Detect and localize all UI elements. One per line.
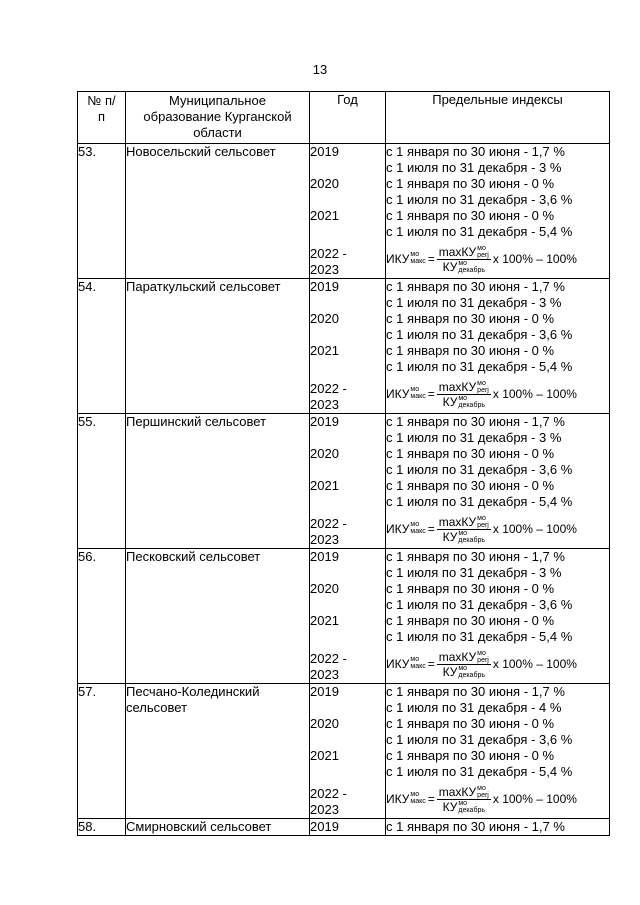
formula-lhs-sub: макс	[410, 798, 426, 805]
formula-num-scripts	[477, 785, 489, 799]
formula-lhs-text: ИКУ	[386, 792, 410, 806]
year-spacer	[310, 732, 385, 748]
formula-lhs-sub: макс	[410, 663, 426, 670]
index-line: с 1 июля по 31 декабря - 3,6 %	[386, 327, 573, 342]
formula-num-scripts	[477, 515, 489, 529]
index-line: с 1 января по 30 июня - 1,7 %	[386, 279, 565, 294]
year-label: 2021	[310, 478, 339, 493]
index-line: с 1 января по 30 июня - 1,7 %	[386, 414, 565, 429]
index-line: с 1 июля по 31 декабря - 3,6 %	[386, 597, 573, 612]
year-spacer	[310, 700, 385, 716]
year-label: 2021	[310, 613, 339, 628]
formula-denominator	[443, 530, 485, 544]
year-label: 2022 -	[310, 786, 347, 801]
index-line: с 1 января по 30 июня - 0 %	[386, 478, 555, 493]
formula-num-scripts	[477, 245, 489, 259]
formula-lhs-scripts	[410, 521, 425, 535]
formula-den-sup: мо	[458, 259, 468, 267]
year-label: 2023	[310, 262, 339, 277]
formula-denominator	[443, 665, 485, 679]
row-number: 56.	[78, 549, 126, 684]
year-label: 2019	[310, 819, 339, 834]
index-line: с 1 июля по 31 декабря - 3,6 %	[386, 192, 573, 207]
row-years	[310, 549, 386, 684]
formula-num-sup: мо	[477, 514, 486, 522]
index-line: с 1 июля по 31 декабря - 4 %	[386, 700, 562, 715]
formula	[386, 510, 609, 548]
row-municipality: Параткульский сельсовет	[126, 279, 310, 414]
index-line: с 1 января по 30 июня - 0 %	[386, 716, 555, 731]
table-row	[78, 279, 610, 414]
formula-equals: =	[427, 387, 435, 401]
year-spacer	[310, 224, 385, 240]
year-spacer	[310, 295, 385, 311]
formula-den-sub: декабрь	[458, 266, 485, 274]
formula-den-text: КУ	[442, 799, 458, 814]
year-label: 2020	[310, 581, 339, 596]
formula-rest: x 100% – 100%	[492, 657, 577, 671]
formula-lhs-text: ИКУ	[386, 252, 410, 266]
formula-den-scripts	[458, 665, 485, 679]
index-line: с 1 января по 30 июня - 0 %	[386, 343, 555, 358]
formula-lhs	[386, 791, 426, 807]
formula-lhs	[386, 656, 426, 672]
formula-lhs-scripts	[410, 251, 425, 265]
year-label: 2020	[310, 311, 339, 326]
row-number: 57.	[78, 684, 126, 819]
formula-fraction	[437, 245, 491, 274]
formula-rest: x 100% – 100%	[492, 252, 577, 266]
formula-numerator	[437, 650, 491, 665]
year-label: 2022 -	[310, 381, 347, 396]
formula-lhs-sup: мо	[410, 656, 420, 663]
formula-num-sup: мо	[477, 784, 486, 792]
index-line: с 1 июля по 31 декабря - 3,6 %	[386, 732, 573, 747]
formula-num-sub: perj	[477, 521, 489, 529]
formula-equals: =	[427, 657, 435, 671]
row-indices	[386, 549, 610, 684]
row-years	[310, 279, 386, 414]
index-line: с 1 января по 30 июня - 0 %	[386, 446, 555, 461]
index-line: с 1 июля по 31 декабря - 3,6 %	[386, 462, 573, 477]
index-line: с 1 января по 30 июня - 1,7 %	[386, 549, 565, 564]
formula-fraction	[437, 785, 491, 814]
year-label: 2019	[310, 414, 339, 429]
formula-num-text: maxКУ	[438, 784, 477, 799]
formula	[386, 780, 609, 818]
index-line: с 1 января по 30 июня - 0 %	[386, 208, 555, 223]
year-spacer	[310, 462, 385, 478]
formula-den-text: КУ	[442, 529, 458, 544]
index-line: с 1 января по 30 июня - 0 %	[386, 311, 555, 326]
row-years	[310, 414, 386, 549]
year-spacer	[310, 192, 385, 208]
row-indices	[386, 819, 610, 836]
formula-den-text: КУ	[442, 259, 458, 274]
row-municipality: Песчано-Колединский сельсовет	[126, 684, 310, 819]
formula-num-sub: perj	[477, 656, 489, 664]
year-spacer	[310, 597, 385, 613]
formula-equals: =	[427, 792, 435, 806]
formula-lhs-sub: макс	[410, 258, 426, 265]
table-row	[78, 144, 610, 279]
index-line: с 1 июля по 31 декабря - 5,4 %	[386, 764, 573, 779]
index-line: с 1 января по 30 июня - 1,7 %	[386, 144, 565, 159]
formula-lhs-sub: макс	[410, 528, 426, 535]
year-label: 2021	[310, 748, 339, 763]
row-number: 53.	[78, 144, 126, 279]
formula-lhs-scripts	[410, 791, 425, 805]
index-line: с 1 июля по 31 декабря - 3 %	[386, 160, 562, 175]
index-line: с 1 июля по 31 декабря - 3 %	[386, 430, 562, 445]
year-label: 2020	[310, 716, 339, 731]
formula-den-scripts	[458, 530, 485, 544]
formula-numerator	[437, 785, 491, 800]
year-label: 2023	[310, 802, 339, 817]
formula-lhs-sup: мо	[410, 791, 420, 798]
formula-den-text: КУ	[442, 394, 458, 409]
year-spacer	[310, 565, 385, 581]
formula-denominator	[443, 260, 485, 274]
row-municipality: Смирновский сельсовет	[126, 819, 310, 836]
index-line: с 1 июля по 31 декабря - 5,4 %	[386, 629, 573, 644]
row-municipality: Першинский сельсовет	[126, 414, 310, 549]
formula-num-text: maxКУ	[438, 514, 477, 529]
indices-table	[77, 91, 610, 836]
formula-den-scripts	[458, 260, 485, 274]
row-indices	[386, 414, 610, 549]
formula-den-sub: декабрь	[458, 806, 485, 814]
formula-rest: x 100% – 100%	[492, 522, 577, 536]
year-label: 2021	[310, 208, 339, 223]
index-line: с 1 января по 30 июня - 0 %	[386, 176, 555, 191]
year-spacer	[310, 494, 385, 510]
formula-lhs	[386, 251, 426, 267]
formula-fraction	[437, 650, 491, 679]
header-municipality: Муниципальное образование Курганской области	[126, 92, 310, 144]
page-number: 13	[312, 62, 328, 77]
formula-num-sup: мо	[477, 649, 486, 657]
formula-lhs-sup: мо	[410, 386, 420, 393]
formula-numerator	[437, 515, 491, 530]
formula-equals: =	[427, 522, 435, 536]
formula-num-sup: мо	[477, 379, 486, 387]
row-number: 58.	[78, 819, 126, 836]
index-line: с 1 июля по 31 декабря - 5,4 %	[386, 359, 573, 374]
formula-den-sup: мо	[458, 529, 468, 537]
formula-den-scripts	[458, 395, 485, 409]
formula-lhs-sup: мо	[410, 521, 420, 528]
index-line: с 1 января по 30 июня - 0 %	[386, 581, 555, 596]
row-years	[310, 819, 386, 836]
formula-numerator	[437, 245, 491, 260]
formula-lhs-sub: макс	[410, 393, 426, 400]
index-line: с 1 июля по 31 декабря - 5,4 %	[386, 494, 573, 509]
header-year: Год	[310, 92, 386, 144]
formula-lhs	[386, 386, 426, 402]
header-indices: Предельные индексы	[386, 92, 610, 144]
year-label: 2019	[310, 279, 339, 294]
year-label: 2023	[310, 397, 339, 412]
year-spacer	[310, 359, 385, 375]
formula-num-scripts	[477, 380, 489, 394]
index-line: с 1 июля по 31 декабря - 3 %	[386, 565, 562, 580]
row-indices	[386, 684, 610, 819]
year-spacer	[310, 430, 385, 446]
row-number: 55.	[78, 414, 126, 549]
formula-num-sub: perj	[477, 791, 489, 799]
row-years	[310, 684, 386, 819]
formula	[386, 375, 609, 413]
year-label: 2022 -	[310, 651, 347, 666]
year-spacer	[310, 629, 385, 645]
formula-lhs-text: ИКУ	[386, 657, 410, 671]
year-label: 2023	[310, 532, 339, 547]
year-label: 2019	[310, 684, 339, 699]
year-label: 2021	[310, 343, 339, 358]
year-spacer	[310, 160, 385, 176]
formula-den-sub: декабрь	[458, 536, 485, 544]
row-indices	[386, 144, 610, 279]
formula-denominator	[443, 395, 485, 409]
row-municipality: Песковский сельсовет	[126, 549, 310, 684]
table-row	[78, 819, 610, 836]
index-line: с 1 июля по 31 декабря - 5,4 %	[386, 224, 573, 239]
table-body	[78, 144, 610, 836]
row-municipality: Новосельский сельсовет	[126, 144, 310, 279]
year-label: 2019	[310, 144, 339, 159]
formula-fraction	[437, 515, 491, 544]
formula-den-sup: мо	[458, 664, 468, 672]
formula-lhs-text: ИКУ	[386, 522, 410, 536]
formula-den-scripts	[458, 800, 485, 814]
formula-den-text: КУ	[442, 664, 458, 679]
year-label: 2022 -	[310, 516, 347, 531]
year-label: 2019	[310, 549, 339, 564]
header-num: № п/п	[78, 92, 126, 144]
table-row	[78, 684, 610, 819]
formula-den-sup: мо	[458, 394, 468, 402]
formula-lhs-text: ИКУ	[386, 387, 410, 401]
index-line: с 1 января по 30 июня - 0 %	[386, 748, 555, 763]
formula-rest: x 100% – 100%	[492, 792, 577, 806]
formula-denominator	[443, 800, 485, 814]
formula-num-text: maxКУ	[438, 379, 477, 394]
formula-equals: =	[427, 252, 435, 266]
formula-num-sub: perj	[477, 251, 489, 259]
row-indices	[386, 279, 610, 414]
formula-den-sup: мо	[458, 799, 468, 807]
formula	[386, 645, 609, 683]
formula-fraction	[437, 380, 491, 409]
formula-num-sub: perj	[477, 386, 489, 394]
year-spacer	[310, 764, 385, 780]
year-spacer	[310, 327, 385, 343]
formula-lhs-sup: мо	[410, 251, 420, 258]
row-number: 54.	[78, 279, 126, 414]
formula-num-sup: мо	[477, 244, 486, 252]
formula-numerator	[437, 380, 491, 395]
formula-num-text: maxКУ	[438, 244, 477, 259]
year-label: 2023	[310, 667, 339, 682]
index-line: с 1 января по 30 июня - 0 %	[386, 613, 555, 628]
formula-den-sub: декабрь	[458, 401, 485, 409]
table-header-row	[78, 92, 610, 144]
row-years	[310, 144, 386, 279]
formula-lhs	[386, 521, 426, 537]
formula	[386, 240, 609, 278]
formula-num-scripts	[477, 650, 489, 664]
year-label: 2020	[310, 446, 339, 461]
formula-num-text: maxКУ	[438, 649, 477, 664]
index-line: с 1 июля по 31 декабря - 3 %	[386, 295, 562, 310]
index-line: с 1 января по 30 июня - 1,7 %	[386, 684, 565, 699]
formula-rest: x 100% – 100%	[492, 387, 577, 401]
table-row	[78, 549, 610, 684]
year-label: 2020	[310, 176, 339, 191]
formula-lhs-scripts	[410, 386, 425, 400]
index-line: с 1 января по 30 июня - 1,7 %	[386, 819, 565, 834]
formula-lhs-scripts	[410, 656, 425, 670]
year-label: 2022 -	[310, 246, 347, 261]
table-row	[78, 414, 610, 549]
formula-den-sub: декабрь	[458, 671, 485, 679]
